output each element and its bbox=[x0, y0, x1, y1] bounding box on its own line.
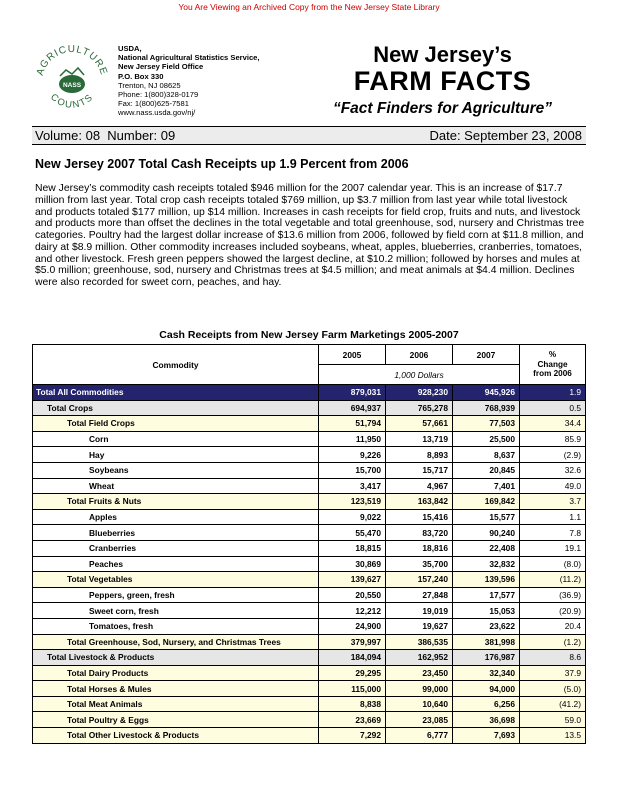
value-2006-cell: 19,627 bbox=[386, 618, 453, 634]
percent-change-cell: 20.4 bbox=[520, 618, 586, 634]
percent-change-cell: (20.9) bbox=[520, 603, 586, 619]
value-2007-cell: 17,577 bbox=[453, 587, 520, 603]
value-2005-cell: 30,869 bbox=[319, 556, 386, 572]
year-header: 2006 bbox=[386, 345, 453, 365]
value-2005-cell: 12,212 bbox=[319, 603, 386, 619]
value-2005-cell: 9,022 bbox=[319, 509, 386, 525]
value-2005-cell: 123,519 bbox=[319, 494, 386, 510]
year-header: 2005 bbox=[319, 345, 386, 365]
value-2007-cell: 945,926 bbox=[453, 385, 520, 401]
fax: Fax: 1(800)625-7581 bbox=[118, 99, 189, 109]
commodity-cell: Blueberries bbox=[33, 525, 319, 541]
table-row bbox=[33, 618, 586, 634]
website: www.nass.usda.gov/nj/ bbox=[118, 108, 196, 118]
table-row bbox=[33, 603, 586, 619]
address-line: P.O. Box 330 bbox=[118, 71, 164, 81]
commodity-cell: Total Dairy Products bbox=[33, 665, 319, 681]
value-2006-cell: 765,278 bbox=[386, 400, 453, 416]
percent-change-cell: (8.0) bbox=[520, 556, 586, 572]
value-2005-cell: 15,700 bbox=[319, 462, 386, 478]
issue-date: Date: September 23, 2008 bbox=[429, 128, 582, 143]
table-row bbox=[33, 400, 586, 416]
percent-header-line: Change bbox=[537, 359, 568, 369]
percent-change-cell: (5.0) bbox=[520, 681, 586, 697]
value-2006-cell: 15,416 bbox=[386, 509, 453, 525]
value-2006-cell: 8,893 bbox=[386, 447, 453, 463]
value-2006-cell: 15,717 bbox=[386, 462, 453, 478]
commodity-cell: Cranberries bbox=[33, 540, 319, 556]
value-2005-cell: 9,226 bbox=[319, 447, 386, 463]
percent-change-cell: (2.9) bbox=[520, 447, 586, 463]
value-2005-cell: 55,470 bbox=[319, 525, 386, 541]
value-2006-cell: 163,842 bbox=[386, 494, 453, 510]
volume-number: Volume: 08 Number: 09 bbox=[35, 128, 176, 143]
value-2006-cell: 928,230 bbox=[386, 385, 453, 401]
commodity-cell: Total Greenhouse, Sod, Nursery, and Christmas Trees bbox=[33, 634, 319, 650]
value-2006-cell: 10,640 bbox=[386, 696, 453, 712]
percent-change-cell: 85.9 bbox=[520, 431, 586, 447]
value-2007-cell: 25,500 bbox=[453, 431, 520, 447]
value-2006-cell: 13,719 bbox=[386, 431, 453, 447]
commodity-cell: Tomatoes, fresh bbox=[33, 618, 319, 634]
percent-change-cell: 3.7 bbox=[520, 494, 586, 510]
table-title: Cash Receipts from New Jersey Farm Marketings 2005-2007 bbox=[159, 329, 459, 341]
logo-top-text: AGRICULTURE bbox=[34, 43, 110, 77]
value-2007-cell: 176,987 bbox=[453, 650, 520, 666]
unit-label: 1,000 Dollars bbox=[319, 365, 520, 385]
body-paragraph: New Jersey’s commodity cash receipts totaled $946 million for the 2007 calendar year. This is an increase of $17.7 million from last year. Total crop cash receipts totaled $769 million, up $3.7 million from last year while total livestock and products totaled $177 million, up $14 million. Increases in cash receipts for field crop, fruits and nuts, and livestock and products more than offset the declines in the total vegetable and total greenhouse, sod, nursery and Christmas tree categories. Poultry had the largest dollar increase of $13.6 million from 2006, followed by field corn at $11.8 million, and dairy at $8.9 million. Other commodity increases included soybeans, wheat, apples, blueberries, cranberries, tomatoes, and other livestock. Fresh green peppers showed the largest decline, at $10.2 million; followed by horses and mules at $5.0 million; greenhouse, sod, nursery and Christmas trees at $4.5 million; and meat animals at $4.4 million. Declines were also recorded for sweet corn, peaches, and hay. bbox=[35, 183, 585, 288]
masthead-farm-facts: FARM FACTS bbox=[353, 66, 532, 96]
value-2007-cell: 94,000 bbox=[453, 681, 520, 697]
value-2005-cell: 51,794 bbox=[319, 416, 386, 432]
value-2006-cell: 23,450 bbox=[386, 665, 453, 681]
nass-logo bbox=[32, 40, 112, 120]
percent-change-cell: 37.9 bbox=[520, 665, 586, 681]
value-2006-cell: 57,661 bbox=[386, 416, 453, 432]
commodity-cell: Sweet corn, fresh bbox=[33, 603, 319, 619]
commodity-cell: Total Other Livestock & Products bbox=[33, 728, 319, 744]
commodity-cell: Total Livestock & Products bbox=[33, 650, 319, 666]
percent-header-line: % bbox=[548, 350, 557, 360]
value-2006-cell: 35,700 bbox=[386, 556, 453, 572]
value-2006-cell: 83,720 bbox=[386, 525, 453, 541]
address-line: New Jersey Field Office bbox=[118, 62, 204, 72]
commodity-cell: Hay bbox=[33, 447, 319, 463]
value-2007-cell: 15,053 bbox=[453, 603, 520, 619]
table-row bbox=[33, 494, 586, 510]
table-row bbox=[33, 712, 586, 728]
table-row bbox=[33, 556, 586, 572]
value-2007-cell: 32,340 bbox=[453, 665, 520, 681]
table-row bbox=[33, 462, 586, 478]
commodity-cell: Soybeans bbox=[33, 462, 319, 478]
value-2005-cell: 24,900 bbox=[319, 618, 386, 634]
value-2005-cell: 3,417 bbox=[319, 478, 386, 494]
value-2005-cell: 184,094 bbox=[319, 650, 386, 666]
table-row bbox=[33, 728, 586, 744]
value-2007-cell: 7,693 bbox=[453, 728, 520, 744]
commodity-cell: Peaches bbox=[33, 556, 319, 572]
value-2006-cell: 19,019 bbox=[386, 603, 453, 619]
value-2007-cell: 23,622 bbox=[453, 618, 520, 634]
table-row bbox=[33, 665, 586, 681]
value-2007-cell: 381,998 bbox=[453, 634, 520, 650]
commodity-cell: Total Crops bbox=[33, 400, 319, 416]
value-2006-cell: 162,952 bbox=[386, 650, 453, 666]
value-2006-cell: 6,777 bbox=[386, 728, 453, 744]
commodity-cell: Wheat bbox=[33, 478, 319, 494]
percent-change-cell: 34.4 bbox=[520, 416, 586, 432]
table-row bbox=[33, 587, 586, 603]
value-2006-cell: 18,816 bbox=[386, 540, 453, 556]
address-block bbox=[118, 44, 260, 118]
percent-change-cell: (1.2) bbox=[520, 634, 586, 650]
table-row bbox=[33, 696, 586, 712]
value-2005-cell: 29,295 bbox=[319, 665, 386, 681]
commodity-cell: Total Field Crops bbox=[33, 416, 319, 432]
commodity-header: Commodity bbox=[33, 345, 319, 385]
masthead-title: New Jersey’s bbox=[373, 42, 512, 67]
percent-header-line: from 2006 bbox=[533, 369, 572, 379]
percent-change-cell: 1.9 bbox=[520, 385, 586, 401]
percent-change-cell: 13.5 bbox=[520, 728, 586, 744]
table-header-row bbox=[33, 345, 586, 365]
value-2006-cell: 157,240 bbox=[386, 572, 453, 588]
value-2007-cell: 7,401 bbox=[453, 478, 520, 494]
commodity-cell: Total All Commodities bbox=[33, 385, 319, 401]
value-2006-cell: 4,967 bbox=[386, 478, 453, 494]
value-2007-cell: 15,577 bbox=[453, 509, 520, 525]
value-2005-cell: 23,669 bbox=[319, 712, 386, 728]
value-2005-cell: 694,937 bbox=[319, 400, 386, 416]
svg-text:COUNTS bbox=[48, 92, 96, 111]
value-2005-cell: 20,550 bbox=[319, 587, 386, 603]
value-2005-cell: 18,815 bbox=[319, 540, 386, 556]
logo-bottom-text: COUNTS bbox=[48, 91, 96, 111]
percent-change-cell: (11.2) bbox=[520, 572, 586, 588]
table-row bbox=[33, 572, 586, 588]
percent-change-cell: 59.0 bbox=[520, 712, 586, 728]
table-row bbox=[33, 650, 586, 666]
percent-change-cell: 0.5 bbox=[520, 400, 586, 416]
year-header: 2007 bbox=[453, 345, 520, 365]
value-2007-cell: 169,842 bbox=[453, 494, 520, 510]
value-2007-cell: 8,637 bbox=[453, 447, 520, 463]
value-2005-cell: 8,838 bbox=[319, 696, 386, 712]
value-2005-cell: 115,000 bbox=[319, 681, 386, 697]
commodity-cell: Total Fruits & Nuts bbox=[33, 494, 319, 510]
table-row bbox=[33, 509, 586, 525]
percent-change-cell: 32.6 bbox=[520, 462, 586, 478]
cash-receipts-table bbox=[32, 344, 586, 744]
value-2005-cell: 139,627 bbox=[319, 572, 386, 588]
table-row bbox=[33, 634, 586, 650]
value-2007-cell: 139,596 bbox=[453, 572, 520, 588]
percent-change-cell: 1.1 bbox=[520, 509, 586, 525]
volume-bar bbox=[32, 126, 586, 145]
commodity-cell: Total Horses & Mules bbox=[33, 681, 319, 697]
archive-banner: You Are Viewing an Archived Copy from the New Jersey State Library bbox=[178, 2, 440, 12]
value-2006-cell: 386,535 bbox=[386, 634, 453, 650]
value-2007-cell: 77,503 bbox=[453, 416, 520, 432]
value-2007-cell: 36,698 bbox=[453, 712, 520, 728]
percent-change-cell: 49.0 bbox=[520, 478, 586, 494]
commodity-cell: Corn bbox=[33, 431, 319, 447]
table-row bbox=[33, 478, 586, 494]
value-2007-cell: 32,832 bbox=[453, 556, 520, 572]
masthead-tagline: “Fact Finders for Agriculture” bbox=[332, 100, 553, 117]
value-2005-cell: 379,997 bbox=[319, 634, 386, 650]
address-line: Trenton, NJ 08625 bbox=[118, 80, 181, 90]
value-2007-cell: 90,240 bbox=[453, 525, 520, 541]
logo-center-text: NASS bbox=[62, 82, 82, 89]
value-2005-cell: 879,031 bbox=[319, 385, 386, 401]
commodity-cell: Total Vegetables bbox=[33, 572, 319, 588]
table-row bbox=[33, 681, 586, 697]
value-2006-cell: 23,085 bbox=[386, 712, 453, 728]
percent-change-header bbox=[520, 345, 586, 385]
value-2007-cell: 20,845 bbox=[453, 462, 520, 478]
commodity-cell: Peppers, green, fresh bbox=[33, 587, 319, 603]
commodity-cell: Total Poultry & Eggs bbox=[33, 712, 319, 728]
value-2007-cell: 6,256 bbox=[453, 696, 520, 712]
table-row bbox=[33, 540, 586, 556]
percent-change-cell: (41.2) bbox=[520, 696, 586, 712]
commodity-cell: Apples bbox=[33, 509, 319, 525]
value-2007-cell: 22,408 bbox=[453, 540, 520, 556]
percent-change-cell: (36.9) bbox=[520, 587, 586, 603]
value-2005-cell: 7,292 bbox=[319, 728, 386, 744]
value-2005-cell: 11,950 bbox=[319, 431, 386, 447]
value-2006-cell: 99,000 bbox=[386, 681, 453, 697]
percent-change-cell: 8.6 bbox=[520, 650, 586, 666]
percent-change-cell: 19.1 bbox=[520, 540, 586, 556]
table-row bbox=[33, 385, 586, 401]
headline: New Jersey 2007 Total Cash Receipts up 1.9 Percent from 2006 bbox=[35, 157, 409, 171]
phone: Phone: 1(800)328-0179 bbox=[118, 90, 199, 100]
commodity-cell: Total Meat Animals bbox=[33, 696, 319, 712]
table-row bbox=[33, 525, 586, 541]
address-line: National Agricultural Statistics Service, bbox=[118, 53, 260, 63]
value-2006-cell: 27,848 bbox=[386, 587, 453, 603]
value-2007-cell: 768,939 bbox=[453, 400, 520, 416]
table-row bbox=[33, 416, 586, 432]
table-row bbox=[33, 447, 586, 463]
percent-change-cell: 7.8 bbox=[520, 525, 586, 541]
svg-text:AGRICULTURE bbox=[35, 44, 109, 77]
table-row bbox=[33, 431, 586, 447]
address-line: USDA, bbox=[118, 44, 142, 53]
